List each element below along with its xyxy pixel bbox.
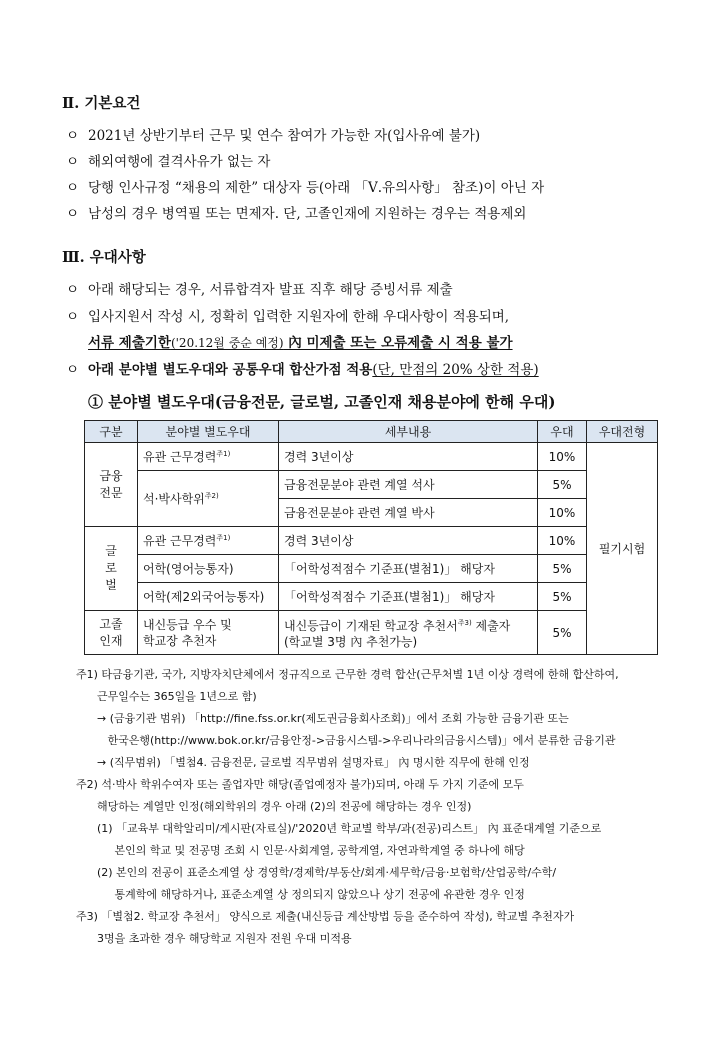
value-cell: 5% [538,471,587,499]
field-cell: 유관 근무경력$^{주1)}$ [138,527,279,555]
pref-deadline-line [88,331,513,351]
preference-table [84,420,658,655]
table-row [85,471,658,499]
basic-req-4 [66,202,526,222]
category-cell: 고졸 인재 [85,611,138,655]
header-cell: 구분 [85,421,138,443]
footnote-line: 3명을 초과한 경우 해당학교 지원자 전원 우대 미적용 [76,932,352,945]
header-cell: 분야별 별도우대 [138,421,279,443]
table-row [85,443,658,471]
footnote-line: → (직무범위) 「별첨4. 금융전문, 글로벌 직무범위 설명자료」 內 명시한 직무에 한해 인정 [76,756,530,769]
field-cell: 어학(제2외국어능통자) [138,583,279,611]
detail-cell: 경력 3년이상 [279,527,538,555]
footnote-line: 해당하는 계열만 인정(해외학위의 경우 아래 (2)의 전공에 해당하는 경우 인정) [76,800,472,813]
table-row [85,527,658,555]
pref-cap: (단, 만점의 20% 상한 적용) [372,362,539,378]
type-cell: 필기시험 [587,443,658,655]
table-row [85,611,658,655]
basic-req-text: 2021년 상반기부터 근무 및 연수 참여가 가능한 자(입사유예 불가) [88,128,481,144]
footnote-line: (2) 본인의 전공이 표준소계열 상 경영학/경제학/부동산/회계·세무학/금융·보험학/산업공학/수학/ [76,866,557,879]
value-cell: 10% [538,443,587,471]
pref-bullet-3 [66,358,539,378]
pref-text: 아래 해당되는 경우, 서류합격자 발표 직후 해당 증빙서류 제출 [88,282,453,298]
basic-req-3 [66,176,544,196]
bullet-mark: ㅇ [66,128,80,144]
bullet-mark: ㅇ [66,180,80,196]
deadline-label: 서류 제출기한 [88,335,171,351]
section-2-title: Ⅱ. 기본요건 [62,95,141,112]
footnote-line: 통계학에 해당하거나, 표준소계열 상 정의되지 않았으나 상기 전공에 유관한 경우 인정 [76,888,525,901]
header-cell: 우대전형 [587,421,658,443]
bullet-mark: ㅇ [66,154,80,170]
basic-req-text: 해외여행에 결격사유가 없는 자 [88,154,271,170]
deadline-date: ('20.12월 중순 예정) [170,336,284,350]
basic-req-text: 당행 인사규정 “채용의 제한” 대상자 등(아래 「Ⅴ.유의사항」 참조)이 아닌 자 [88,180,545,196]
footnotes [76,664,676,950]
footnote-line: 주1) 타금융기관, 국가, 지방자치단체에서 정규직으로 근무한 경력 합산(근무처별 1년 이상 경력에 한해 합산하여, [76,668,619,681]
field-cell: 유관 근무경력$^{주1)}$ [138,443,279,471]
basic-req-1 [66,124,480,144]
table-header-row [85,421,658,443]
pref-bullet-2 [66,305,509,325]
footnote-line: (1) 「교육부 대학알리미/게시판(자료실)/'2020년 학교별 학부/과(전공)리스트」 內 표준대계열 기준으로 [76,822,602,835]
bullet-mark: ㅇ [66,362,80,378]
footnote-line: 주2) 석·박사 학위수여자 또는 졸업자만 해당(졸업예정자 불가)되며, 아래 두 가지 기준에 모두 [76,778,524,791]
header-cell: 우대 [538,421,587,443]
footnote-line: 근무일수는 365일을 1년으로 함) [76,690,257,703]
sub-heading: ① 분야별 별도우대(금융전문, 글로벌, 고졸인재 채용분야에 한해 우대) [88,393,556,411]
detail-cell: 「어학성적점수 기준표(별첨1)」 해당자 [279,555,538,583]
table-row [85,583,658,611]
field-cell: 어학(영어능통자) [138,555,279,583]
detail-cell: 내신등급이 기재된 학교장 추천서$^{주3)}$ 제출자 (학교별 3명 內 추천가능) [279,611,538,655]
detail-cell: 「어학성적점수 기준표(별첨1)」 해당자 [279,583,538,611]
value-cell: 10% [538,499,587,527]
category-cell: 글 로 벌 [85,527,138,611]
footnote-line: 본인의 학교 및 전공명 조회 시 인문·사회계열, 공학계열, 자연과학계열 중 하나에 해당 [76,844,525,857]
basic-req-text: 남성의 경우 병역필 또는 면제자. 단, 고졸인재에 지원하는 경우는 적용제외 [88,206,527,222]
field-cell: 석·박사학위$^{주2)}$ [138,471,279,527]
value-cell: 5% [538,583,587,611]
value-cell: 5% [538,611,587,655]
field-cell: 내신등급 우수 및 학교장 추천자 [138,611,279,655]
value-cell: 10% [538,527,587,555]
value-cell: 5% [538,555,587,583]
bullet-mark: ㅇ [66,206,80,222]
detail-cell: 금융전문분야 관련 계열 석사 [279,471,538,499]
section-3-title: Ⅲ. 우대사항 [62,249,146,266]
category-cell: 금융 전문 [85,443,138,527]
pref-text: 입사지원서 작성 시, 정확히 입력한 지원자에 한해 우대사항이 적용되며, [88,309,510,325]
deadline-rule: 內 미제출 또는 오류제출 시 적용 불가 [283,335,513,351]
footnote-line: → (금융기관 범위) 「http://fine.fss.or.kr(제도권금융회사조회)」에서 조회 가능한 금융기관 또는 [76,712,569,725]
header-cell: 세부내용 [279,421,538,443]
detail-cell: 경력 3년이상 [279,443,538,471]
footnote-line: 주3) 「별첨2. 학교장 추천서」 양식으로 제출(내신등급 계산방법 등을 준수하여 작성), 학교별 추천자가 [76,910,575,923]
basic-req-2 [66,150,270,170]
pref-text: 아래 분야별 별도우대와 공통우대 합산가점 적용 [88,362,373,378]
detail-cell: 금융전문분야 관련 계열 박사 [279,499,538,527]
bullet-mark: ㅇ [66,282,80,298]
footnote-line: 한국은행(http://www.bok.or.kr/금융안정->금융시스템->우리나라의금융시스템)」에서 분류한 금융기관 [76,734,616,747]
bullet-mark: ㅇ [66,309,80,325]
table-row [85,555,658,583]
pref-bullet-1 [66,278,453,298]
